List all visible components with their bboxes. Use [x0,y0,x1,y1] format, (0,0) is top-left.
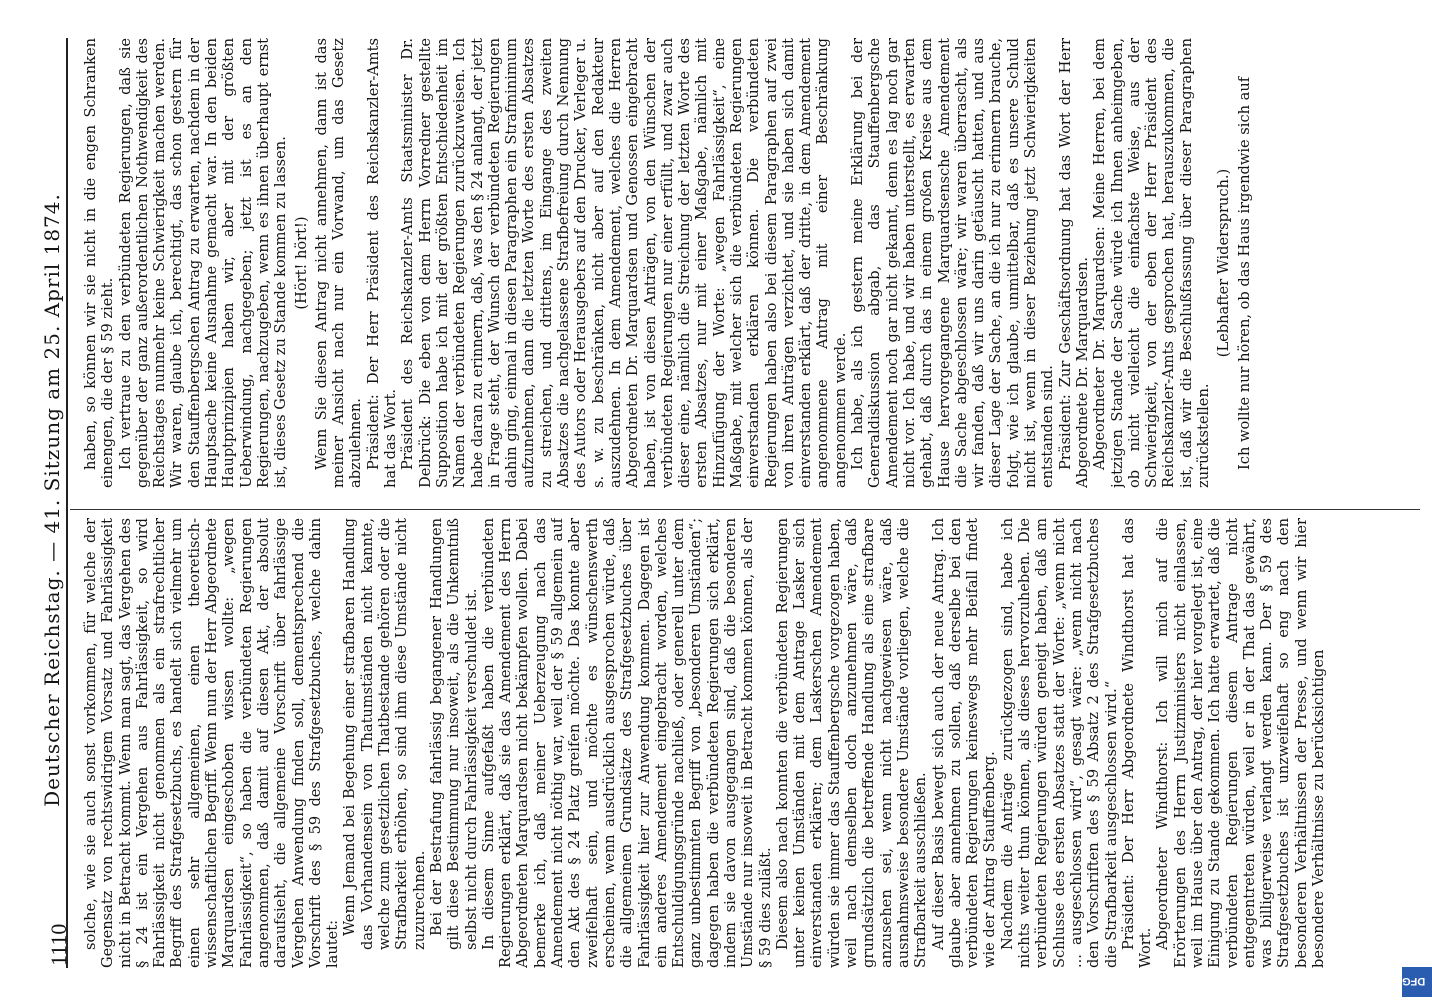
paragraph: Ich vertraue zu den verbündeten Regierungen, daß sie gegenüber der ganz außerordentlichen Nothwendigkeit des Reichstages nunmehr keine Schwierigkeit machen werden. Wir waren, glaube ich, berechtigt, das schon gestern für den Stauffenbergschen Antrag zu erwarten, nachdem in der Hauptsache keine Ausnahme gemacht war. In den beiden Hauptprinzipien haben wir, aber mit der größten Ueberwindung, nachgegeben; jetzt ist es an den Regierungen, nachzugeben, wenn es ihnen überhaupt ernst ist, dieses Gesetz zu Stande kommen zu lassen. [116,38,290,488]
paragraph: Diesem also nach konnten die verbündeten Regierungen unter keinen Umständen mit dem Antrage Lasker sich einverstanden erklären; dem Laskerschen Amendement würden sie immer das Stauffenbergsche vorgezogen haben, weil nach demselben doch anzunehmen wäre, daß grundsätzlich die betreffende Handlung als eine strafbare anzusehen sei, wenn nicht nachgewiesen wäre, daß ausnahmsweise besondere Umstände vorliegen, welche die Strafbarkeit ausschließen. [773,518,930,968]
running-title: Deutscher Reichstag. — 41. Sitzung am 25. April 1874. [40,193,64,807]
interjection: (Hört! hört!) [292,216,310,310]
paragraph: solche, wie sie auch sonst vorkommen, für welche der Gegensatz von rechtswidrigem Vorsatz und Fahrlässigkeit nicht in Betracht kommt. Wenn man sagt, das Vergehen des § 24 ist ein Vergehen aus Fahrlässigkeit, so wird Fahrlässigkeit nicht genommen als ein strafrechtlicher Begriff des Strafgesetzbuchs, es handelt sich vielmehr um einen sehr allgemeinen, einen theoretisch-wissenschaftlichen Begriff. Wenn nun der Herr Abgeordnete Marquardsen eingeschoben wissen wollte: „wegen Fahrlässigkeit“, so haben die verbündeten Regierungen angenommen, daß damit auf diesen Akt, der absolut daraufsieht, die allgemeine Vorschrift über fahrlässige Vergehen Anwendung finden soll, dementsprechend die Vorschrift des § 59 des Strafgesetzbuches, welche dahin lautet: [82,518,342,968]
paragraph: Abgeordneter Windthorst: Ich will mich auf die Erörterungen des Herrn Justizministers nicht einlassen, weil im Hause über den Antrag, der hier vorgelegt ist, eine Einigung zu Stande gekommen. Ich hatte erwartet, daß die verbündeten Regierungen diesem Antrage nicht entgegentreten würden, weil er in der That das gewährt, was billigerweise verlangt werden kann. Der § 59 des Strafgesetzbuches ist unzweifelhaft so eng nach den besonderen Verhältnissen der Presse, und wenn wir hier besondere Verhältnisse zu berücksichtigen [1154,518,1328,968]
paragraph: haben, so können wir sie nicht in die engen Schranken einengen, die der § 59 zieht. [82,38,117,488]
interjection: (Lebhafter Widerspruch.) [1215,168,1233,358]
paragraph: Abgeordneter Dr. Marquardsen: Meine Herren, bei dem jetzigen Stande der Sache würde ich Ihnen anheimgeben, ob nicht vielleicht die einfachste Weise, aus der Schwierigkeit, von der eben der Herr Präsident des Reichskanzler-Amts gesprochen hat, herauszukommen, die ist, daß wir die Beschlußfassung über dieser Paragraphen zurückstellen. [1091,38,1212,488]
header-rule [66,38,68,968]
paragraph: Präsident: Der Herr Präsident des Reichskanzler-Amts hat das Wort. [364,38,400,488]
right-column [82,38,1412,488]
left-column [82,518,1412,968]
paragraph: Präsident: Der Herr Abgeordnete Windthorst hat das Wort. [1119,518,1155,968]
paragraph: Bei der Bestrafung fahrlässig begangener Handlungen gilt diese Bestimmung nur insoweit, als die Unkenntniß selbst nicht durch Fahrlässigkeit verschuldet ist. [427,518,480,950]
paragraph: Präsident: Zur Geschäftsordnung hat das Wort der Herr Abgeordnete Dr. Marquardsen. [1056,38,1091,488]
dfg-logo: DFG [1402,967,1432,997]
digitization-footer [1402,0,1432,1000]
paragraph: In diesem Sinne aufgefaßt haben die verbündeten Regierungen erklärt, daß sie das Amendement des Herrn Abgeordneten Marquardsen nicht bekämpfen wollen. Dabei bemerke ich, daß meiner Ueberzeugung nach das Amendement nicht nöthig war, weil der § 59 allgemein auf den Akt des § 24 Platz greifen möchte. Das konnte aber zweifelhaft sein, und möchte es wünschenswerth erscheinen, wenn ausdrücklich ausgesprochen würde, daß die allgemeinen Grundsätze des Strafgesetzbuches über Fahrlässigkeit hier zur Anwendung kommen. Dagegen ist ein anderes Amendement eingebracht worden, welches Entschuldigungsgründe nachließ, oder generell unter dem ganz unbestimmten Begriff von „besonderen Umständen“; dagegen haben die verbündeten Regierungen sich erklärt, indem sie davon ausgegangen sind, daß die besonderen Umstände nur insoweit in Betracht kommen können, als der § 59 dies zuläßt. [479,518,774,968]
paragraph: Nachdem die Anträge zurückgezogen sind, habe ich nichts weiter thun können, als dieses hervorzuheben. Die verbündeten Regierungen würden geneigt haben, daß am Schlusse des ersten Absatzes statt der Worte: „wenn nicht ... ausgeschlossen wird“, gesagt wäre: „wenn nicht nach den Vorschriften des § 59 Absatz 2 des Strafgesetzbuches die Strafbarkeit ausgeschlossen wird.“ [998,518,1120,968]
paragraph: Ich wollte nur hören, ob das Haus irgendwie sich auf [1235,76,1253,470]
paragraph: Wenn Sie diesen Antrag nicht annehmen, dann ist das meiner Ansicht nach nur ein Vorwand, um das Gesetz abzulehnen. [312,38,365,488]
paragraph: Auf dieser Basis bewegt sich auch der neue Antrag. Ich glaube aber annehmen zu sollen, daß derselbe bei den verbündeten Regierungen keineswegs mehr Beifall findet wie der Antrag Stauffenberg. [929,518,999,968]
page-number: 1110 [46,923,71,966]
paragraph: Ich habe, als ich gestern meine Erklärung bei der Generaldiskussion abgab, das Stauffenbergsche Amendement noch gar nicht gekannt, denn es lag noch gar nicht vor. Ich habe, und wir haben unterstellt, es erwarten gehabt, daß durch das in einem großen Kreise aus dem Hause hervorgegangene Marquardsensche Amendement die Sache abgeschlossen wäre; wir waren überrascht, als wir fanden, daß wir uns darin getäuscht hatten, und aus dieser Lage der Sache, an die ich nur zu erinnern brauche, folgt, wie ich glaube, unmittelbar, daß es unsere Schuld nicht ist, wenn in dieser Beziehung jetzt Schwierigkeiten entstanden sind. [849,38,1057,488]
column-separator [70,509,1420,510]
page-header [18,0,71,1000]
paragraph: Präsident des Reichskanzler-Amts Staatsminister Dr. Delbrück: Die eben von dem Herrn Vorredner gestellte Supposition habe ich mit der größten Entschiedenheit im Namen der verbündeten Regierungen zurückzuweisen. Ich habe daran zu erinnern, daß, was den § 24 anlangt, der jetzt in Frage steht, der Wunsch der verbündeten Regierungen dahin ging, einmal in diesen Paragraphen ein Strafminimum aufzunehmen, dann die letzten Worte des ersten Absatzes zu streichen, und drittens, im Eingange des zweiten Absatzes die nachgelassene Strafbefreiung durch Nennung des Autors oder Herausgebers auf den Drucker, Verleger u. s. w. zu beschränken, nicht aber auf den Redakteur auszudehnen. In dem Amendement, welches die Herren Abgeordneten Dr. Marquardsen und Genossen eingebracht haben, ist von diesen Anträgen, von den Wünschen der verbündeten Regierungen nur einer erfüllt, und zwar auch dieser eine, nämlich die Streichung der letzten Worte des ersten Absatzes, nur mit einer Maßgabe, nämlich mit Hinzufügung der Worte: „wegen Fahrlässigkeit“, eine Maßgabe, mit welcher sich die verbündeten Regierungen einverstanden erklären können. Die verbündeten Regierungen haben also bei diesem Paragraphen auf zwei von ihren Anträgen verzichtet, und sie haben sich damit einverstanden erklärt, daß der dritte, in dem Amendement angenommene Antrag mit einer Beschränkung angenommen werde. [399,38,849,488]
paragraph: Wenn Jemand bei Begehung einer strafbaren Handlung das Vorhandensein von Thatumständen nicht kannte, welche zum gesetzlichen Thatbestande gehören oder die Strafbarkeit erhöhen, so sind ihm diese Umstände nicht zuzurechnen. [341,518,428,950]
